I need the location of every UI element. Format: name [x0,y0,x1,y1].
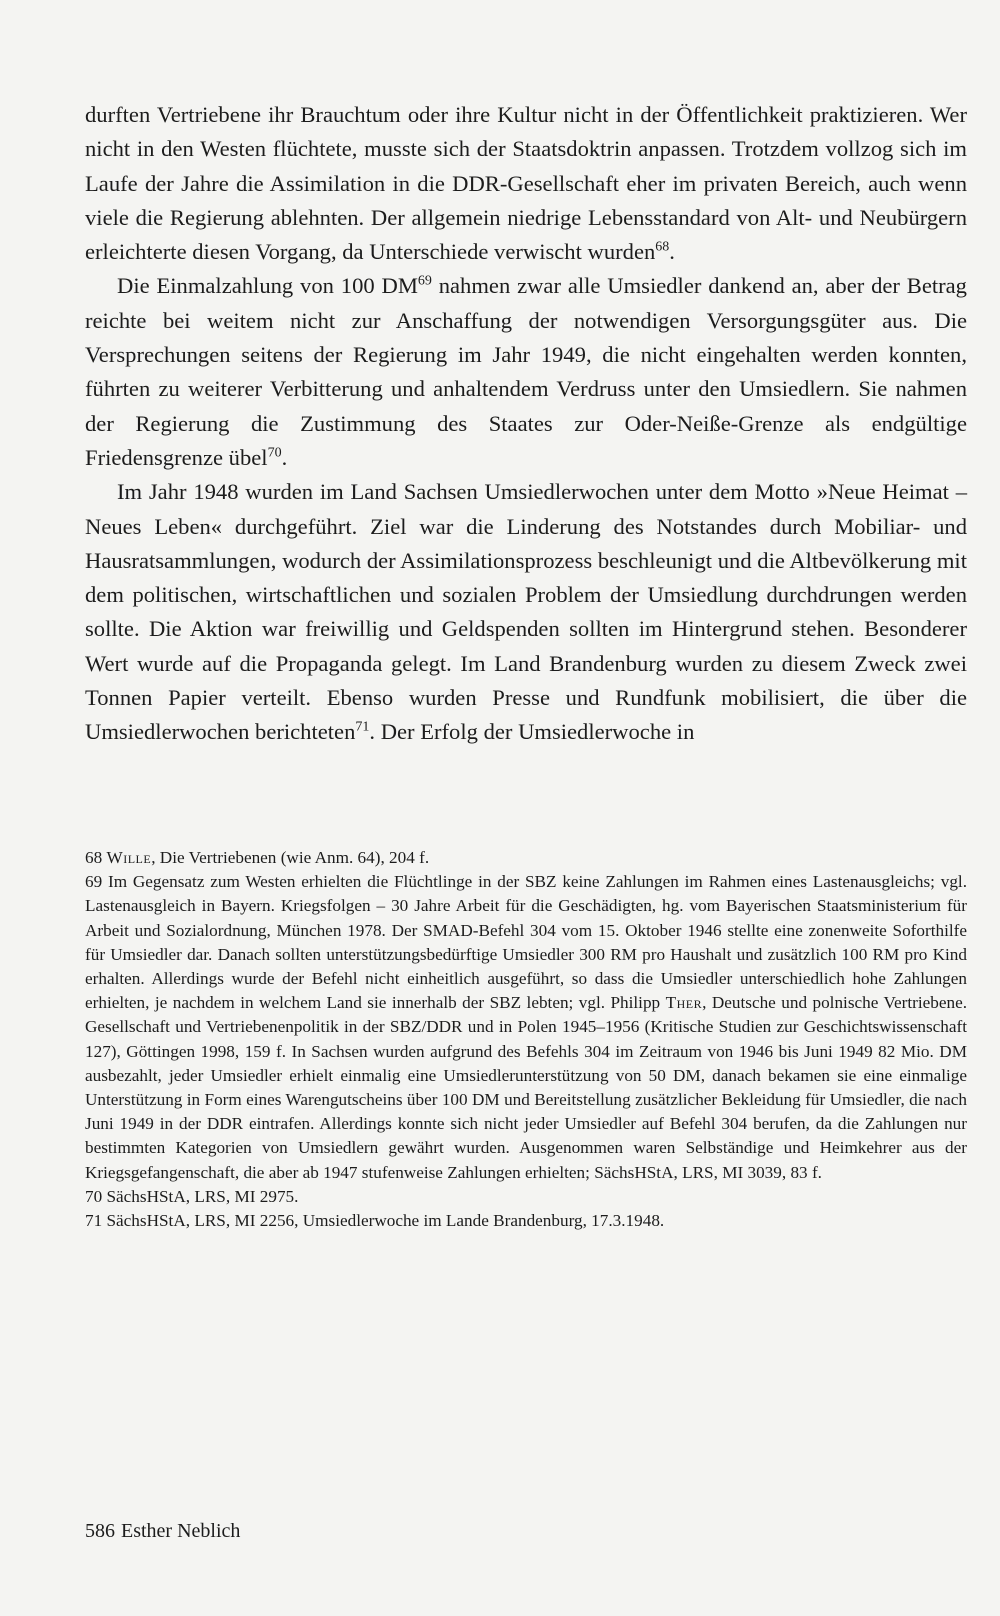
paragraph-2: Die Einmalzahlung von 100 DM$^{69}$ nahmen zwar alle Umsiedler dankend an, aber der Betrag reichte bei weitem nicht zur Anschaffung der notwendigen Versorgungsgüter aus. Die Versprechungen seitens der Regierung im Jahr 1949, die nicht eingehalten werden konnten, führten zu weiterer Verbitterung und anhaltendem Verdruss unter den Umsiedlern. Sie nahmen der Regierung die Zustimmung des Staates zur Oder-Neiße-Grenze als endgültige Friedensgrenze übel$^{70}$. [85,273,967,470]
author-name: Wille [106,848,152,867]
footnote-69: 69 Im Gegensatz zum Westen erhielten die Flüchtlinge in der SBZ keine Zahlungen im Rahmen eines Lastenausgleichs; vgl. Lastenausgleich in Bayern. Kriegsfolgen – 30 Jahre Arbeit für die Geschädigten, hg. vom Bayerischen Staatsministerium für Arbeit und Sozialordnung, München 1978. Der SMAD-Befehl 304 vom 15. Oktober 1946 stellte eine zonenweite Soforthilfe für Umsiedler dar. Danach sollten unterstützungsbedürftige Umsiedler 300 RM pro Haushalt und zusätzlich 100 RM pro Kind erhalten. Allerdings wurde der Befehl nicht einheitlich ausgeführt, so dass die Umsiedler unterschiedlich hohe Zahlungen erhielten, je nachdem in welchem Land sie innerhalb der SBZ lebten; vgl. Philipp Ther, Deutsche und polnische Vertriebene. Gesellschaft und Vertriebenenpolitik in der SBZ/DDR und in Polen 1945–1956 (Kritische Studien zur Geschichtswissenschaft 127), Göttingen 1998, 159 f. In Sachsen wurden aufgrund des Befehls 304 im Zeitraum von 1946 bis Juni 1949 82 Mio. DM ausbezahlt, jeder Umsiedler erhielt einmalig eine Umsiedlerunterstützung von 50 DM, danach bekamen sie eine einmalige Unterstützung in Form eines Warengutscheins über 100 DM und Bereitstellung zusätzlicher Bekleidung für Umsiedler, die nach Juni 1949 in der DDR eintrafen. Allerdings konnte sich nicht jeder Umsiedler auf Befehl 304 berufen, da die Zahlungen nur bestimmten Kategorien von Umsiedlern gewährt wurden. Ausgenommen waren Selbständige und Heimkehrer aus der Kriegsgefangenschaft, die aber ab 1947 stufenweise Zahlungen erhielten; SächsHStA, LRS, MI 3039, 83 f. [85,872,968,1182]
paragraph-3: Im Jahr 1948 wurden im Land Sachsen Umsiedlerwochen unter dem Motto »Neue Heimat – Neues Leben« durchgeführt. Ziel war die Linderung des Notstandes durch Mobiliar- und Hausratsammlungen, wodurch der Assimilationsprozess beschleunigt und die Altbevölkerung mit dem politischen, wirtschaftlichen und sozialen Problem der Umsiedlung durchdrungen werden sollte. Die Aktion war freiwillig und Geldspenden sollten im Hintergrund stehen. Besonderer Wert wurde auf die Propaganda gelegt. Im Land Brandenburg wurden zu diesem Zweck zwei Tonnen Papier verteilt. Ebenso wurden Presse und Rundfunk mobilisiert, die über die Umsiedlerwochen berichteten$^{71}$. Der Erfolg der Umsiedlerwoche in [85,479,967,745]
footnote-71: 71 SächsHStA, LRS, MI 2256, Umsiedlerwoche im Lande Brandenburg, 17.3.1948. [85,1211,665,1231]
footnote-ref-68[interactable]: 68 [655,239,670,255]
author-name: Ther [665,993,703,1013]
footnote-70: 70 SächsHStA, LRS, MI 2975. [85,1186,299,1206]
footnotes [85,846,967,1233]
page-number: 586 [85,1520,115,1542]
paragraph-1: durften Vertriebene ihr Brauchtum oder ihre Kultur nicht in der Öffentlichkeit praktizieren. Wer nicht in den Westen flüchtete, musste sich der Staatsdoktrin anpassen. Trotzdem vollzog sich im Laufe der Jahre die Assimilation in die DDR-Gesellschaft eher im privaten Bereich, auch wenn viele die Regierung ablehnten. Der allgemein niedrige Lebensstandard von Alt- und Neubürgern erleichterte diesen Vorgang, da Unterschiede verwischt wurden$^{68}$. [85,102,967,265]
main-text [85,98,967,750]
running-author: Esther Neblich [121,1520,241,1542]
footnote-68: 68 Wille, Die Vertriebenen (wie Anm. 64), 204 f. [85,848,430,867]
footnote-ref-71[interactable]: 71 [355,719,370,735]
page-footer [85,1519,240,1543]
footnote-ref-70[interactable]: 70 [267,445,282,461]
footnote-ref-69[interactable]: 69 [417,273,432,289]
